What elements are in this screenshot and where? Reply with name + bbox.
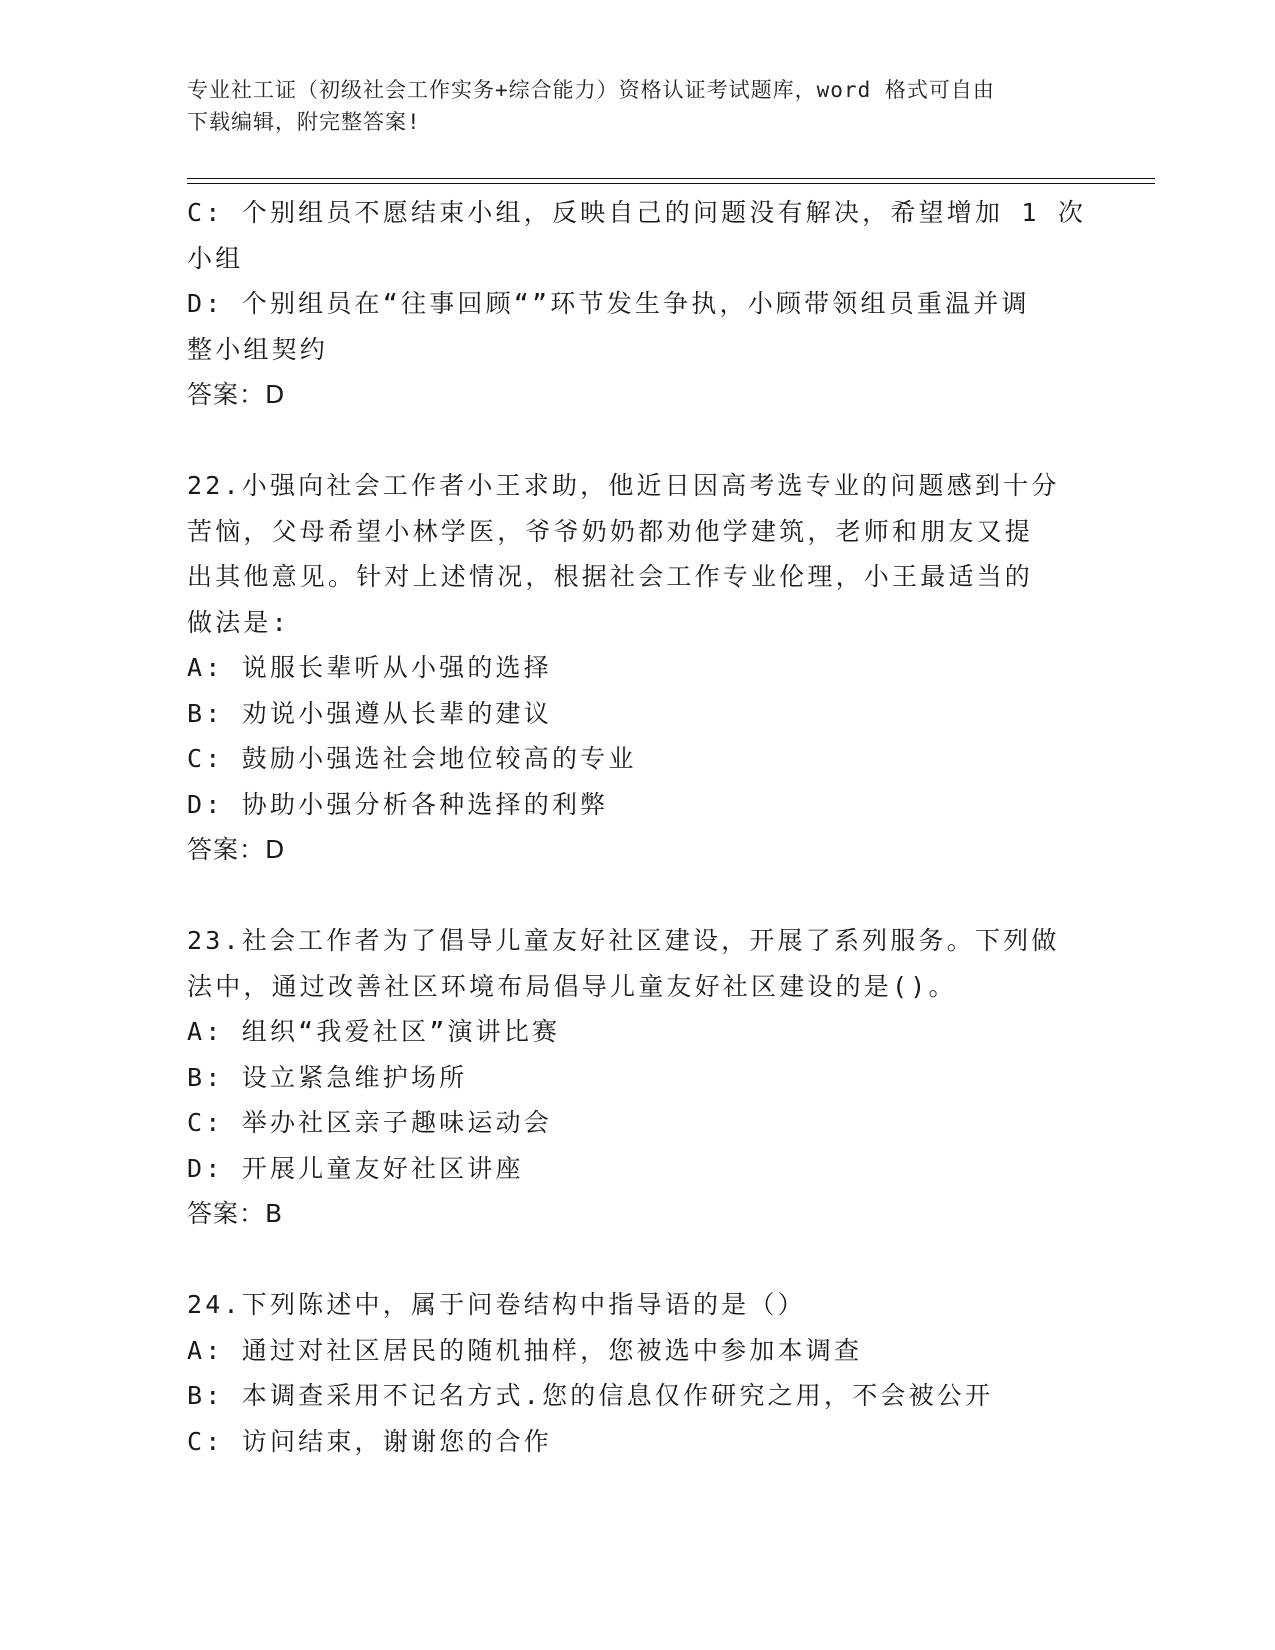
- option-d-line-2: 整小组契约: [187, 334, 329, 364]
- question-stem-line-2: 法中，通过改善社区环境布局倡导儿童友好社区建设的是()。: [187, 971, 957, 1001]
- option-c: C: 访问结束，谢谢您的合作: [187, 1426, 552, 1456]
- option-a: A: 通过对社区居民的随机抽样，您被选中参加本调查: [187, 1335, 863, 1365]
- header-line-2: 下载编辑，附完整答案!: [187, 110, 421, 134]
- question-stem-line-4: 做法是:: [187, 607, 290, 637]
- option-a: A: 组织“我爱社区”演讲比赛: [187, 1017, 561, 1046]
- question-24: [187, 1282, 1087, 1464]
- question-stem-line-1: 23.社会工作者为了倡导儿童友好社区建设，开展了系列服务。下列做: [187, 926, 1060, 955]
- question-stem-line-1: 24.下列陈述中，属于问卷结构中指导语的是（）: [187, 1290, 806, 1319]
- option-d: D: 协助小强分析各种选择的利弊: [187, 789, 609, 819]
- option-c: C: 鼓励小强选社会地位较高的专业: [187, 744, 637, 773]
- header-divider-top: [187, 178, 1155, 179]
- answer-22: 答案：D: [187, 835, 286, 864]
- option-b: B: 本调查采用不记名方式.您的信息仅作研究之用，不会被公开: [187, 1381, 994, 1410]
- spacer: [187, 418, 1087, 464]
- answer-21: 答案：D: [187, 380, 286, 409]
- option-a: A: 说服长辈听从小强的选择: [187, 653, 552, 682]
- answer-23: 答案：B: [187, 1199, 284, 1228]
- option-c: C: 举办社区亲子趣味运动会: [187, 1108, 552, 1137]
- option-b: B: 劝说小强遵从长辈的建议: [187, 698, 552, 728]
- document-header: [187, 74, 1087, 138]
- question-23: [187, 918, 1087, 1237]
- option-c-line-2: 小组: [187, 243, 244, 273]
- question-stem-line-1: 22.小强向社会工作者小王求助，他近日因高考选专业的问题感到十分: [187, 471, 1060, 500]
- question-stem-line-2: 苦恼，父母希望小林学医，爷爷奶奶都劝他学建筑，老师和朋友又提: [187, 516, 1034, 546]
- question-22: [187, 463, 1087, 873]
- header-divider-bottom: [187, 183, 1155, 184]
- header-line-1: 专业社工证（初级社会工作实务+综合能力）资格认证考试题库，word 格式可自由: [187, 78, 995, 102]
- question-stem-line-3: 出其他意见。针对上述情况，根据社会工作专业伦理，小王最适当的: [187, 562, 1034, 591]
- option-d: D: 开展儿童友好社区讲座: [187, 1153, 524, 1183]
- spacer: [187, 873, 1087, 919]
- option-d-line-1: D: 个别组员在“往事回顾“”环节发生争执，小顾带领组员重温并调: [187, 289, 1030, 318]
- option-c-line-1: C: 个别组员不愿结束小组，反映自己的问题没有解决，希望增加 1 次: [187, 198, 1087, 227]
- option-b: B: 设立紧急维护场所: [187, 1062, 468, 1092]
- question-list: [187, 190, 1087, 1464]
- spacer: [187, 1237, 1087, 1283]
- question-21: [187, 190, 1087, 418]
